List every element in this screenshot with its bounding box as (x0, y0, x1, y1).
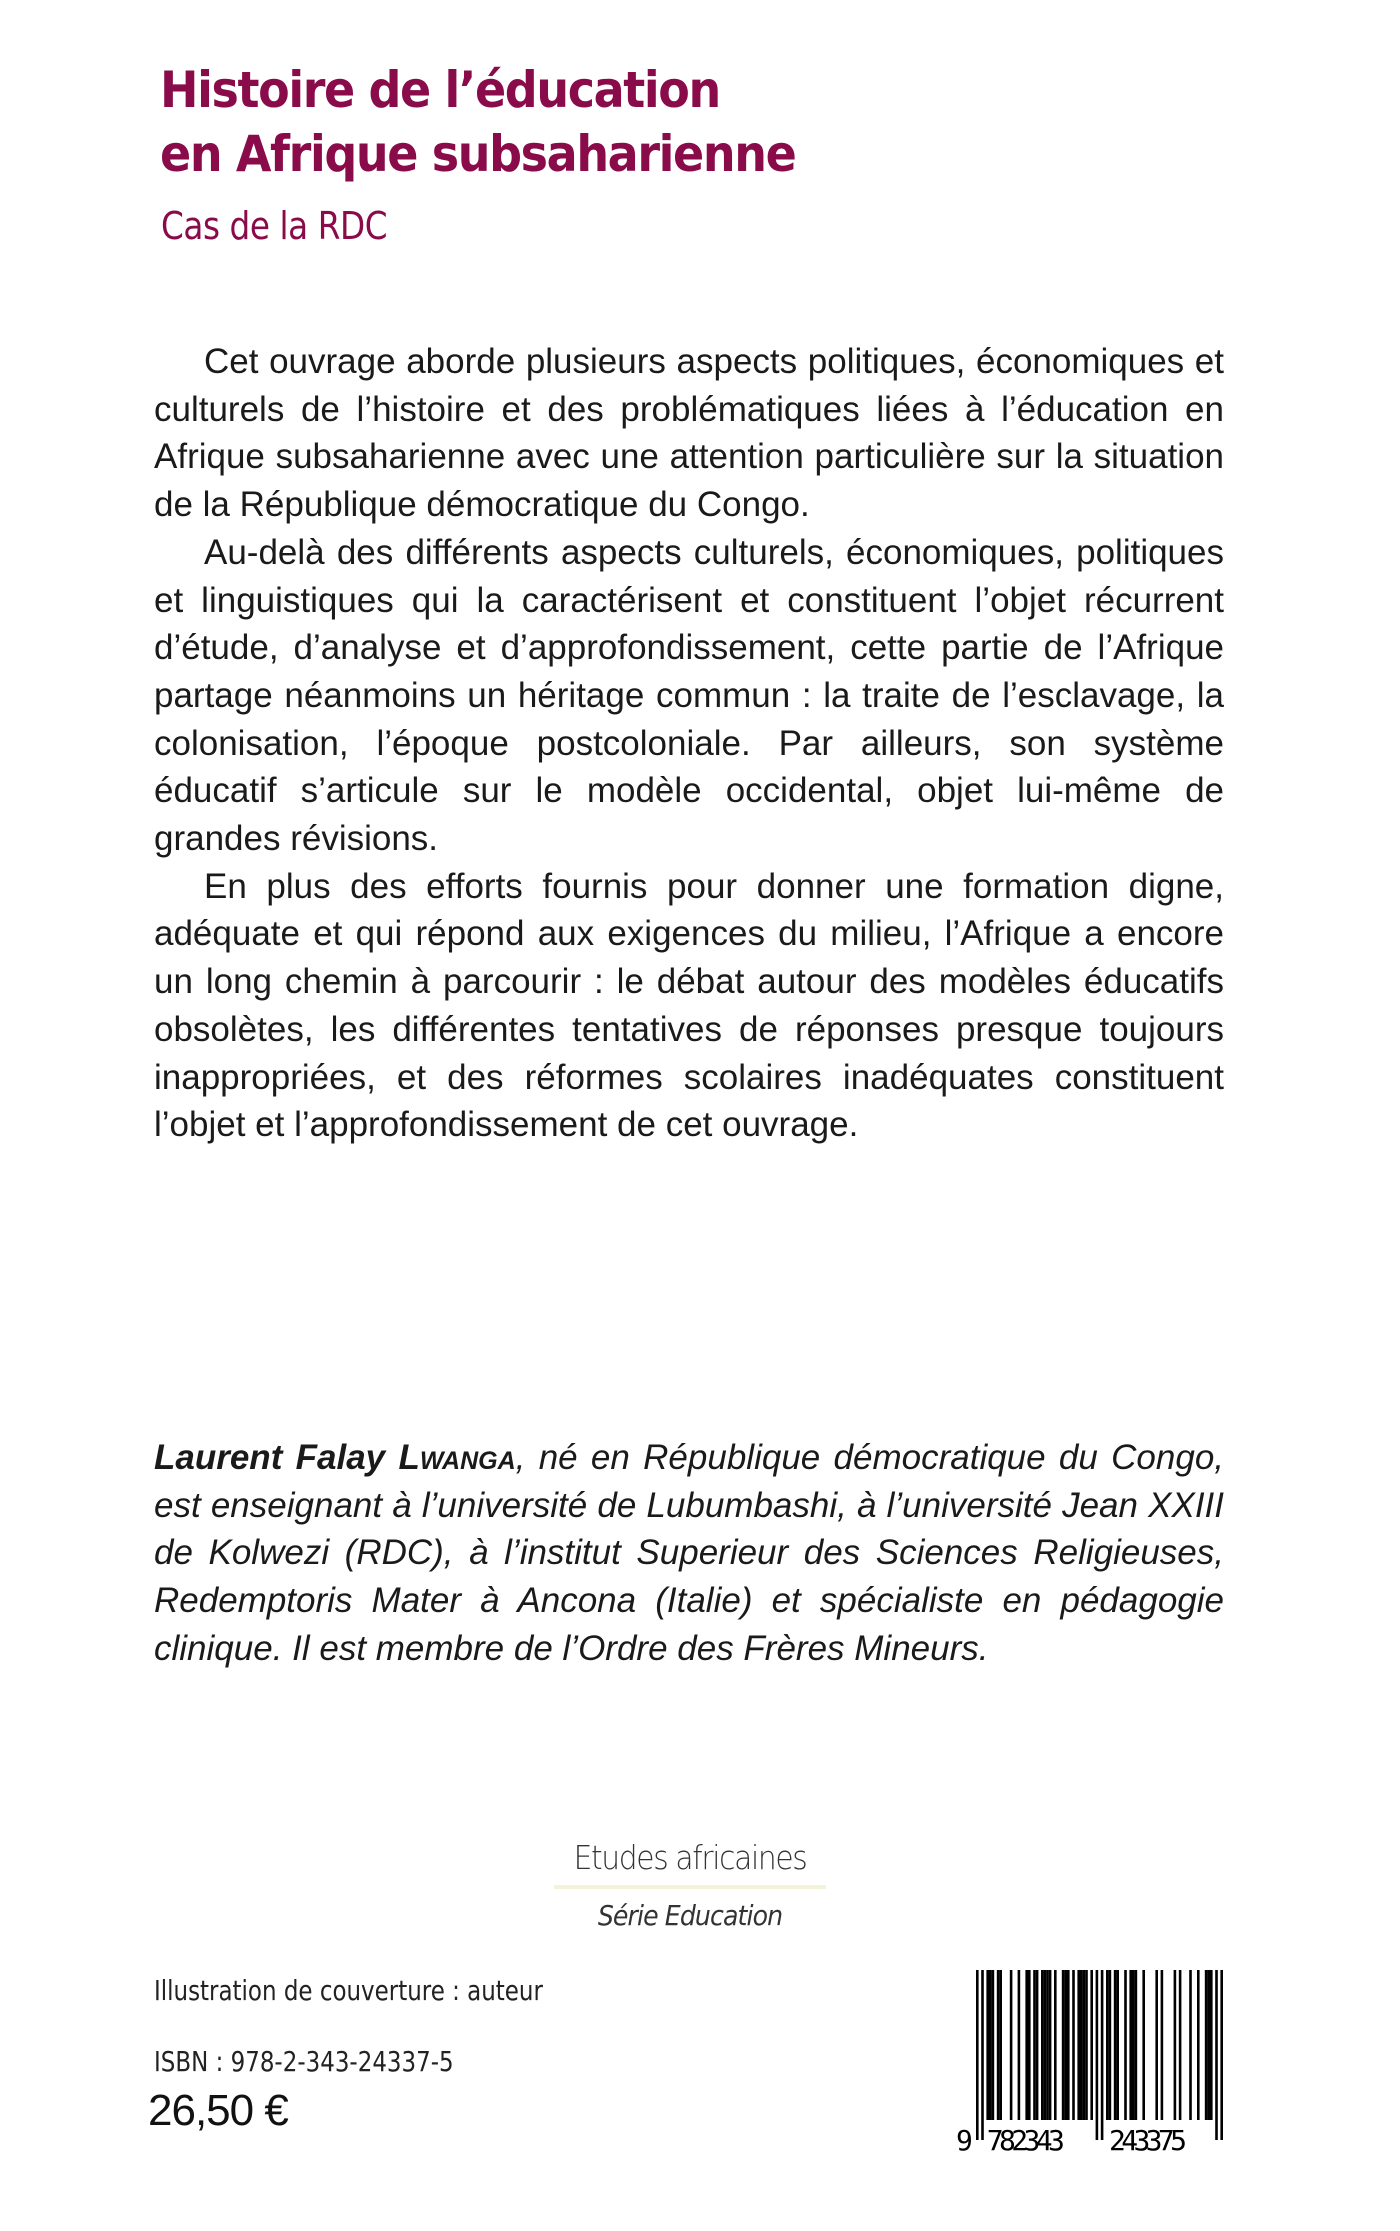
barcode-bar (1197, 1970, 1200, 2120)
summary-paragraph: Au-delà des différents aspects culturels, économiques, politiques et linguistiques qui la caractérisent et constituent l’objet récurrent d’étude, d’analyse et d’approfondissement, cette partie de l’Afrique partage néanmoins un héritage commun : la traite de l’esclavage, la colonisation, l’époque postcoloniale. Par ailleurs, son système éducatif s’articule sur le modèle occidental, objet lui-même de grandes révisions. (154, 532, 1224, 859)
barcode-bar (1036, 1970, 1039, 2120)
barcode-bar (1106, 1970, 1109, 2120)
barcode-bar (1044, 1970, 1047, 2120)
barcode-bar (1096, 1970, 1099, 2140)
barcode-bar (981, 1970, 984, 2140)
barcode-bar (1090, 1970, 1093, 2120)
series-name: Etudes africaines (573, 1838, 807, 1877)
barcode-bar (1129, 1970, 1132, 2120)
illustration-credit: Illustration de couverture : auteur (154, 1974, 543, 2007)
barcode-bar (1049, 1970, 1052, 2120)
barcode-bar (1161, 1970, 1164, 2120)
barcode-bar (1025, 1970, 1028, 2120)
barcode-bar (1155, 1970, 1158, 2120)
barcode-bar (1132, 1970, 1135, 2120)
series-divider (554, 1885, 826, 1889)
isbn: ISBN : 978-2-343-24337-5 (154, 2045, 454, 2078)
barcode-bar (1028, 1970, 1031, 2120)
author-surname: Lwanga (398, 1438, 516, 1477)
barcode-bar (1046, 1970, 1049, 2120)
summary-paragraph: Cet ouvrage aborde plusieurs aspects politiques, économiques et culturels de l’histoire et des problématiques liées à l’éducation en Afrique subsaharienne avec une attention particulière sur la situation de la République démocratique du Congo. (154, 342, 1224, 525)
barcode-bar (992, 1970, 995, 2120)
barcode-bar (1210, 1970, 1213, 2120)
barcode-digits: 782343 (986, 2124, 1065, 2157)
series-logo (554, 1838, 826, 1932)
book-title (160, 58, 795, 186)
barcode-bar (1124, 1970, 1127, 2120)
barcode-bar (1142, 1970, 1145, 2120)
barcode-bar (1135, 1970, 1138, 2120)
barcode-bar (1174, 1970, 1177, 2120)
barcode-bar (1189, 1970, 1192, 2120)
barcode-bar (1179, 1970, 1182, 2120)
title-line-2: en Afrique subsaharienne (160, 125, 796, 183)
barcode-bar (1109, 1970, 1112, 2120)
barcode-bar (1072, 1970, 1075, 2120)
barcode-bar (1215, 1970, 1218, 2140)
barcode-bar (1101, 1970, 1104, 2140)
price: 26,50 € (148, 2086, 288, 2135)
author-bio-text: , né en République démocratique du Congo, est enseignant à l’université de Lubumbashi, à l’université Jean XXIII de Kolwezi (RDC), à l’institut Superieur des Sciences Religieuses, Redemptoris Mater à Ancona (Italie) et spécialiste en pédagogie clinique. Il est membre de l’Ordre des Frères Mineurs. (154, 1438, 1225, 1668)
summary-text (154, 338, 1224, 1149)
author-bio (154, 1434, 1224, 1673)
barcode-bar (1205, 1970, 1208, 2120)
barcode-bar (1207, 1970, 1210, 2120)
barcode-bar (1220, 1970, 1223, 2140)
barcode-bar (1064, 1970, 1067, 2120)
barcode-bar (1083, 1970, 1086, 2120)
barcode-bar (1067, 1970, 1070, 2120)
barcode-bar (999, 1970, 1002, 2120)
barcode-bar (1114, 1970, 1117, 2120)
book-subtitle: Cas de la RDC (161, 204, 388, 248)
barcode-bar (989, 1970, 992, 2120)
isbn-barcode (950, 1970, 1226, 2160)
barcode-bar (1062, 1970, 1065, 2120)
barcode-bar (1080, 1970, 1083, 2120)
series-subtitle: Série Education (597, 1899, 783, 1932)
barcode-bar (1077, 1970, 1080, 2120)
barcode-bar (1116, 1970, 1119, 2120)
barcode-bar (997, 1970, 1000, 2120)
barcode-bar (1033, 1970, 1036, 2120)
barcode-bar (1085, 1970, 1088, 2120)
barcode-bar (986, 1970, 989, 2120)
barcode-bar (1010, 1970, 1013, 2120)
barcode-bar (1018, 1970, 1021, 2120)
author-first-names: Laurent Falay (154, 1438, 399, 1477)
barcode-bar (1054, 1970, 1057, 2120)
barcode-digits: 9 (956, 2124, 973, 2157)
title-line-1: Histoire de l’éducation (160, 61, 720, 119)
barcode-digits: 243375 (1109, 2124, 1187, 2157)
barcode-bar (976, 1970, 979, 2140)
summary-paragraph: En plus des efforts fournis pour donner une formation digne, adéquate et qui répond aux exigences du milieu, l’Afrique a encore un long chemin à parcourir : le débat autour des modèles éducatifs obsolètes, les différentes tentatives de réponses presque toujours inappropriées, et des réformes scolaires inadéquates constituent l’objet et l’approfondissement de cet ouvrage. (154, 866, 1224, 1145)
barcode-bar (1041, 1970, 1044, 2120)
